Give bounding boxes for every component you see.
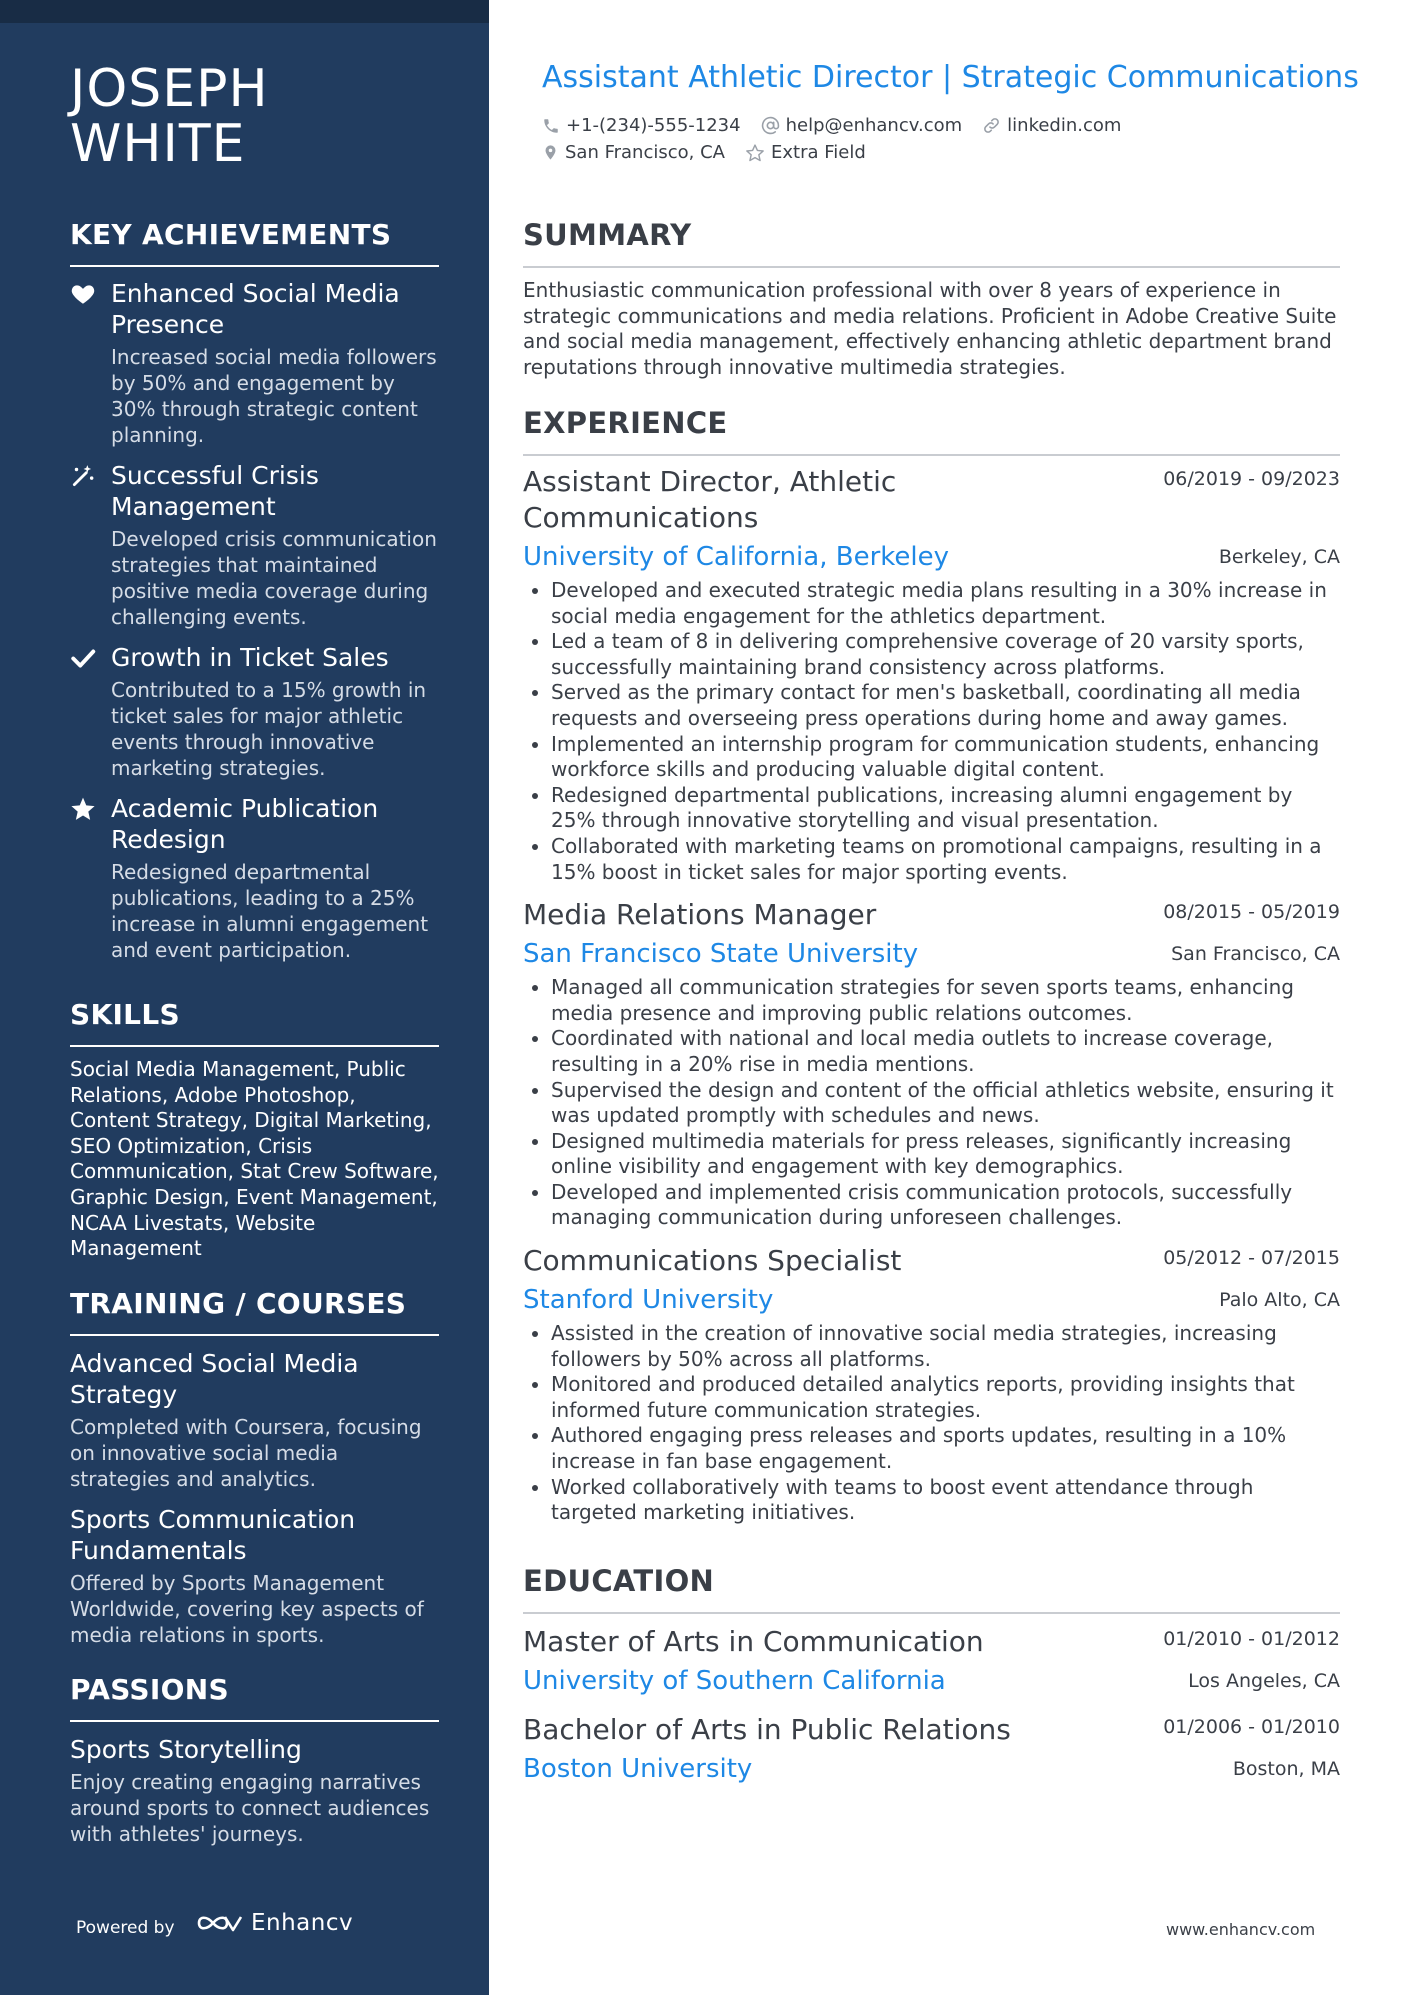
education-section (523, 1564, 1340, 1786)
job-bullet: • Developed and executed strategic media plans resulting in a 30% increase in social media engagement for the athletics department. (551, 578, 1340, 629)
footer-url[interactable]: www.enhancv.com (1166, 1920, 1316, 1939)
job-dates: 06/2019 - 09/2023 (1163, 468, 1340, 490)
heart-icon (70, 281, 96, 307)
job-organization[interactable]: University of California, Berkeley (523, 542, 949, 572)
sidebar-top-band (0, 0, 489, 23)
experience-section (523, 406, 1340, 1526)
summary-section (523, 218, 1340, 380)
achievement-description: Increased social media followers by 50% and engagement by 30% through strategic content planning. (111, 345, 437, 447)
job-bullet: • Assisted in the creation of innovative social media strategies, increasing followers by 50% across all platforms. (551, 1321, 1340, 1372)
degree: Master of Arts in Communication (523, 1625, 984, 1658)
job-bullet: • Designed multimedia materials for press releases, significantly increasing online visibility and engagement with key demographics. (551, 1129, 1340, 1180)
job-location: Berkeley, CA (1218, 546, 1340, 568)
job-bullet: • Led a team of 8 in delivering comprehensive coverage of 20 varsity sports, successfully maintaining brand consistency across platforms. (551, 629, 1340, 680)
education-entry (523, 1624, 1340, 1698)
job-bullet: • Monitored and produced detailed analytics reports, providing insights that informed future communication strategies. (551, 1372, 1340, 1423)
education-title: EDUCATION (523, 1564, 1340, 1614)
job-bullet: • Authored engaging press releases and sports updates, resulting in a 10% increase in fan base engagement. (551, 1423, 1340, 1474)
contact-row (542, 112, 1141, 139)
passions-title: PASSIONS (70, 1673, 439, 1722)
school[interactable]: Boston University (523, 1754, 753, 1784)
job-organization[interactable]: San Francisco State University (523, 939, 919, 970)
achievement-description: Redesigned departmental publications, leading to a 25% increase in alumni engagement and event participation. (111, 860, 429, 962)
experience-title: EXPERIENCE (523, 406, 1340, 456)
education-entry (523, 1712, 1340, 1786)
job-bullet: • Coordinated with national and local media outlets to increase coverage, resulting in a 20% rise in media mentions. (551, 1026, 1340, 1077)
education-dates: 01/2010 - 01/2012 (1163, 1628, 1340, 1650)
last-name: WHITE (70, 114, 246, 174)
achievement-description: Contributed to a 15% growth in ticket sales for major athletic events through innovative marketing strategies. (111, 678, 427, 780)
job-bullet: • Served as the primary contact for men's basketball, coordinating all media requests and overseeing press operations during home and away games. (551, 680, 1340, 731)
check-icon (70, 645, 96, 671)
star-icon (70, 796, 96, 822)
education-dates: 01/2006 - 01/2010 (1163, 1716, 1340, 1738)
email-text: help@enhancv.com (785, 115, 963, 136)
job-entry (523, 1243, 1340, 1526)
job-bullet: • Redesigned departmental publications, increasing alumni engagement by 25% through innovative storytelling and visual presentation. (551, 783, 1340, 834)
job-title: Assistant Director, Athletic Communications (523, 465, 897, 534)
email-contact[interactable] (761, 115, 963, 136)
headline: Assistant Athletic Director | Strategic Communications (542, 60, 1359, 95)
location-text: San Francisco, CA (565, 142, 725, 163)
course-title: Sports Communication Fundamentals (70, 1505, 356, 1565)
passion-title: Sports Storytelling (70, 1735, 302, 1764)
passion-item (70, 1734, 439, 1847)
skills-section (70, 998, 439, 1262)
achievement-title: Enhanced Social Media Presence (111, 279, 400, 339)
location-contact (542, 142, 725, 163)
degree: Bachelor of Arts in Public Relations (523, 1713, 1011, 1746)
achievement-item (70, 278, 439, 448)
enhancv-logo-icon (195, 1910, 243, 1936)
achievement-item (70, 642, 439, 781)
job-dates: 08/2015 - 05/2019 (1163, 901, 1340, 924)
course-item (70, 1348, 439, 1492)
achievement-item (70, 793, 439, 963)
course-description: Completed with Coursera, focusing on innovative social media strategies and analytics. (70, 1415, 422, 1491)
phone-text: +1-(234)-555-1234 (566, 115, 741, 136)
phone-contact[interactable] (542, 115, 741, 136)
skills-list: Social Media Management, Public Relations, Adobe Photoshop, Content Strategy, Digital Marketing, SEO Optimization, Crisis Communication, Stat Crew Software, Graphic Design, Event Management, NCAA Livestats, Website Management (70, 1057, 439, 1261)
powered-by-label: Powered by (76, 1918, 175, 1938)
star-outline-icon (745, 143, 765, 163)
job-bullet: • Implemented an internship program for communication students, enhancing workforce skills and producing valuable digital content. (551, 732, 1340, 783)
enhancv-logo[interactable] (195, 1910, 353, 1936)
extra-field-text: Extra Field (770, 142, 866, 163)
course-title: Advanced Social Media Strategy (70, 1349, 359, 1409)
job-bullet: • Developed and implemented crisis communication protocols, successfully managing communication during unforeseen challenges. (551, 1180, 1340, 1231)
achievement-description: Developed crisis communication strategies that maintained positive media coverage during challenging events. (111, 527, 437, 629)
contact-row (542, 139, 1141, 166)
education-location: Boston, MA (1232, 1758, 1340, 1780)
achievement-item (70, 460, 439, 630)
job-location: San Francisco, CA (1171, 943, 1340, 966)
job-dates: 05/2012 - 07/2015 (1163, 1247, 1340, 1270)
job-entry (523, 897, 1340, 1231)
education-location: Los Angeles, CA (1188, 1670, 1340, 1692)
link-icon (982, 116, 1001, 135)
job-location: Palo Alto, CA (1219, 1289, 1340, 1312)
at-icon (761, 116, 780, 135)
skills-title: SKILLS (70, 998, 439, 1047)
job-entry (523, 464, 1340, 885)
course-description: Offered by Sports Management Worldwide, covering key aspects of media relations in sports. (70, 1571, 424, 1647)
job-bullets (523, 975, 1340, 1231)
sidebar (0, 0, 489, 1995)
link-text: linkedin.com (1007, 115, 1122, 136)
job-bullet: • Supervised the design and content of the official athletics website, ensuring it was updated promptly with schedules and news. (551, 1078, 1340, 1129)
magic-wand-icon (70, 463, 96, 489)
achievement-title: Growth in Ticket Sales (111, 643, 389, 672)
job-bullets (523, 578, 1340, 885)
key-achievements-section (70, 218, 439, 963)
course-item (70, 1504, 439, 1648)
phone-icon (542, 117, 560, 135)
job-bullet: • Managed all communication strategies for seven sports teams, enhancing media presence and improving public relations outcomes. (551, 975, 1340, 1026)
candidate-name (70, 59, 269, 174)
passions-section (70, 1673, 439, 1847)
key-achievements-title: KEY ACHIEVEMENTS (70, 218, 439, 267)
job-title: Communications Specialist (523, 1244, 902, 1278)
achievement-title: Successful Crisis Management (111, 461, 319, 521)
job-bullet: • Worked collaboratively with teams to boost event attendance through targeted marketing initiatives. (551, 1475, 1340, 1526)
enhancv-brand-text: Enhancv (251, 1910, 354, 1936)
summary-text: Enthusiastic communication professional with over 8 years of experience in strategic communications and media relations. Proficient in Adobe Creative Suite and social media management, effectively enhancing athletic department brand reputations through innovative multimedia strategies. (523, 278, 1337, 379)
achievement-title: Academic Publication Redesign (111, 794, 379, 854)
link-contact[interactable] (982, 115, 1121, 136)
first-name: JOSEPH (70, 59, 269, 119)
job-organization[interactable]: Stanford University (523, 1285, 774, 1316)
school[interactable]: University of Southern California (523, 1666, 946, 1696)
extra-field-contact (745, 142, 866, 163)
passion-description: Enjoy creating engaging narratives around sports to connect audiences with athletes' journeys. (70, 1770, 430, 1846)
job-bullets (523, 1321, 1340, 1526)
job-title: Media Relations Manager (523, 898, 877, 932)
location-pin-icon (542, 143, 559, 162)
contact-info (542, 112, 1141, 166)
summary-title: SUMMARY (523, 218, 1340, 268)
job-bullet: • Collaborated with marketing teams on promotional campaigns, resulting in a 15% boost in ticket sales for major sporting events. (551, 834, 1340, 885)
training-section (70, 1287, 439, 1648)
training-title: TRAINING / COURSES (70, 1287, 439, 1336)
